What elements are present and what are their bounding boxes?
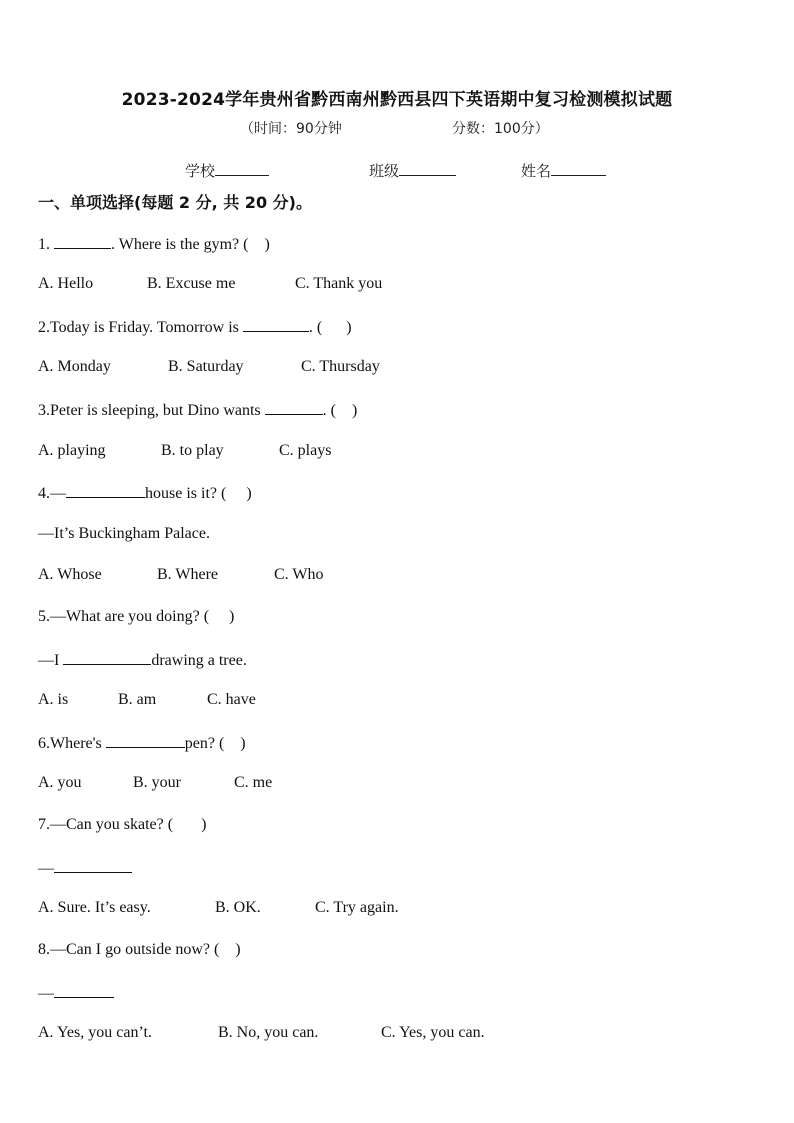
question-2-stem: 2.Today is Friday. Tomorrow is . ( ): [38, 319, 352, 336]
question-4-reply: —It’s Buckingham Palace.: [38, 525, 210, 542]
question-7-stem: 7.—Can you skate? ( ): [38, 816, 207, 833]
question-6-stem: 6.Where's pen? ( ): [38, 735, 246, 752]
question-6-option-c[interactable]: C. me: [234, 774, 273, 791]
name-label: 姓名: [521, 162, 552, 180]
name-field: [521, 160, 606, 181]
answer-blank[interactable]: [243, 317, 309, 332]
name-blank[interactable]: [551, 160, 606, 176]
question-3-option-b[interactable]: B. to play: [161, 442, 224, 459]
question-1-stem: 1. . Where is the gym? ( ): [38, 236, 270, 253]
answer-blank[interactable]: [63, 650, 151, 665]
section-heading: 一、单项选择(每题 2 分, 共 20 分)。: [38, 193, 312, 212]
question-2-option-b[interactable]: B. Saturday: [168, 358, 244, 375]
question-7-option-a[interactable]: A. Sure. It’s easy.: [38, 899, 151, 916]
answer-blank[interactable]: [66, 483, 145, 498]
question-4-option-c[interactable]: C. Who: [274, 566, 324, 583]
question-3-stem: 3.Peter is sleeping, but Dino wants . ( ): [38, 402, 358, 419]
page-title: 2023-2024学年贵州省黔西南州黔西县四下英语期中复习检测模拟试题: [121, 90, 673, 110]
question-2-option-a[interactable]: A. Monday: [38, 358, 111, 375]
question-2-option-c[interactable]: C. Thursday: [301, 358, 380, 375]
question-5-option-b[interactable]: B. am: [118, 691, 157, 708]
question-3-option-a[interactable]: A. playing: [38, 442, 106, 459]
question-5-reply: —I drawing a tree.: [38, 652, 247, 669]
question-5-option-a[interactable]: A. is: [38, 691, 69, 708]
question-4-option-b[interactable]: B. Where: [157, 566, 219, 583]
answer-blank[interactable]: [265, 400, 323, 415]
school-label: 学校: [185, 162, 216, 180]
exam-score: 分数：100分）: [452, 121, 549, 137]
question-5-option-c[interactable]: C. have: [207, 691, 256, 708]
answer-blank[interactable]: [106, 733, 185, 748]
question-8-option-b[interactable]: B. No, you can.: [218, 1024, 319, 1041]
class-field: [369, 160, 456, 181]
question-5-stem: 5.—What are you doing? ( ): [38, 608, 235, 625]
school-field: [185, 160, 269, 181]
class-label: 班级: [369, 162, 400, 180]
question-7-option-b[interactable]: B. OK.: [215, 899, 261, 916]
answer-blank[interactable]: [54, 983, 114, 998]
question-8-option-a[interactable]: A. Yes, you can’t.: [38, 1024, 152, 1041]
question-8-stem: 8.—Can I go outside now? ( ): [38, 941, 241, 958]
school-blank[interactable]: [215, 160, 269, 176]
question-4-option-a[interactable]: A. Whose: [38, 566, 102, 583]
answer-blank[interactable]: [54, 858, 132, 873]
question-6-option-b[interactable]: B. your: [133, 774, 181, 791]
question-8-option-c[interactable]: C. Yes, you can.: [381, 1024, 485, 1041]
question-6-option-a[interactable]: A. you: [38, 774, 82, 791]
question-1-option-c[interactable]: C. Thank you: [295, 275, 383, 292]
question-1-option-b[interactable]: B. Excuse me: [147, 275, 236, 292]
question-4-stem: 4.— house is it? ( ): [38, 485, 252, 502]
answer-blank[interactable]: [54, 234, 111, 249]
question-1-option-a[interactable]: A. Hello: [38, 275, 94, 292]
question-3-option-c[interactable]: C. plays: [279, 442, 332, 459]
question-7-reply: —: [38, 858, 132, 878]
class-blank[interactable]: [399, 160, 456, 176]
question-7-option-c[interactable]: C. Try again.: [315, 899, 399, 916]
exam-time: （时间：90分钟: [240, 121, 342, 137]
question-8-reply: —: [38, 983, 114, 1003]
